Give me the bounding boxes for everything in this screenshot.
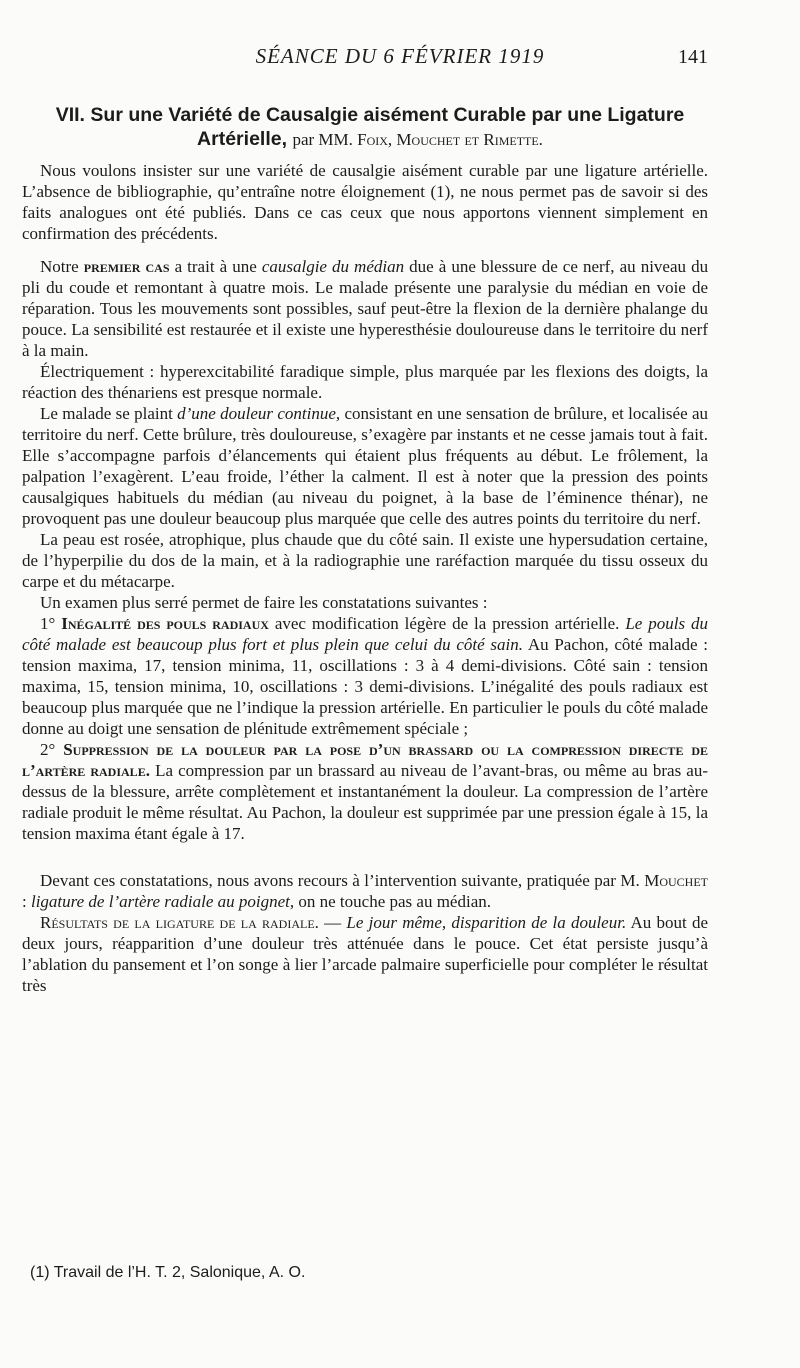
- text: avec modification légère de la pression artérielle.: [274, 614, 620, 633]
- article-body: [22, 160, 708, 996]
- page-number: 141: [678, 46, 708, 68]
- footnote: (1) Travail de l’H. T. 2, Salonique, A. O.: [30, 1264, 306, 1281]
- text: —: [324, 913, 342, 932]
- heading-authors-line: [292, 130, 543, 149]
- paragraph-pulse: [22, 613, 708, 739]
- text: :: [22, 892, 27, 911]
- text: Le malade se plaint: [40, 404, 173, 423]
- paragraph-intervention: [22, 870, 708, 912]
- paragraph-electric: Électriquement : hyperexcitabilité faradique simple, plus marquée par les flexions des doigts, la réaction des thénariens est presque normale.: [22, 362, 708, 402]
- paragraph-first-case: [22, 256, 708, 361]
- small-caps-text: Mouchet: [644, 871, 709, 890]
- text: on ne touche pas au médian.: [298, 892, 491, 911]
- text: La compression par un brassard au niveau de l’avant-bras, ou même au bras au-dessus de la blessure, arrête complètement et instantanément la douleur. La compression de l’artère radiale produit le même résultat. Au Pachon, la douleur est supprimée par une pression égale à 15, la tension maxima étant égale à 17.: [22, 761, 708, 843]
- list-number: 2°: [40, 740, 56, 759]
- paragraph-skin: La peau est rosée, atrophique, plus chaude que du côté sain. Il existe une hypersudation certaine, de l’hyperpilie du dos de la main, et à la radiographie une raréfaction marquée du tissu osseux du carpe et du métacarpe.: [22, 530, 708, 591]
- article-heading: [20, 103, 720, 152]
- paragraph-suppression: [22, 739, 708, 844]
- paragraph-exam: Un examen plus serré permet de faire les constatations suivantes :: [40, 593, 488, 612]
- heading-line-two: [20, 127, 720, 152]
- italic-text: d’une douleur continue,: [177, 404, 341, 423]
- text: Notre: [40, 257, 79, 276]
- paragraph-intro: Nous voulons insister sur une variété de causalgie aisément curable par une ligature artérielle. L’absence de bibliographie, qu’entraîne notre éloignement (1), ne nous permet pas de savoir si des faits analogues ont été publiés. Dans ce cas ceux que nous apportons viennent simplement en confirmation des précédents.: [22, 161, 708, 243]
- small-caps-text: Inégalité des pouls radiaux: [61, 614, 269, 633]
- text: Devant ces constatations, nous avons recours à l’intervention suivante, pratiquée par M.: [40, 871, 640, 890]
- heading-main: VII. Sur une Variété de Causalgie aisément Curable par une Ligature: [55, 104, 685, 126]
- text: consistant en une sensation de brûlure, et localisée au territoire du nerf. Cette brûlure, très douloureuse, s’exagère par instants et ne cesse jamais tout à fait. Elle s’accompagne parfois d’élancements qui étaient plus fréquents au début. Le frôlement, la palpation l’exagèrent. L’eau froide, l’éther la calment. Il est à noter que la pression des points causalgiques habituels du médian (au niveau du poignet, à la base de l’éminence thénar), ne provoquent pas une douleur beaucoup plus marquée que celle des autres points du territoire du nerf.: [22, 404, 708, 528]
- text: Au bout de deux jours, réapparition d’une douleur très atténuée dans le pouce. Cet état persiste jusqu’à l’ablation du pansement et l’on songe à lier l’arcade palmaire superficielle pour compléter le résultat très: [22, 913, 709, 995]
- text: a trait à une: [174, 257, 257, 276]
- italic-text: Le jour même, disparition de la douleur.: [346, 913, 627, 932]
- italic-text: ligature de l’artère radiale au poignet,: [30, 892, 295, 911]
- list-number: 1°: [40, 614, 56, 633]
- text: Au Pachon, côté malade : tension maxima, 17, tension minima, 11, oscillations : 3 à 4 demi-divisions. Côté sain : tension maxima, 15, tension minima, 10, oscillations : 3 demi-divisions. L’inégalité des pouls radiaux est beaucoup plus marquée que ne l’indique la pression artérielle. En particulier le pouls du côté malade donne au doigt une sensation de plénitude extrêmement spéciale ;: [22, 635, 708, 738]
- paragraph-pain: [22, 403, 708, 529]
- running-title: SÉANCE DU 6 FÉVRIER 1919: [255, 44, 545, 68]
- heading-authors: Foix, Mouchet et Rimette.: [357, 130, 543, 149]
- small-caps-text: Résultats de la ligature de la radiale.: [40, 913, 319, 932]
- heading-par: par MM.: [292, 130, 353, 149]
- italic-text: Le pouls du côté malade est beaucoup plus fort et plus plein que celui du côté sain.: [22, 614, 708, 654]
- small-caps-text: Suppression de la douleur par la pose d’un brassard ou la compression directe de l’artère radiale.: [22, 740, 708, 780]
- paragraph-results: [22, 912, 708, 996]
- small-caps-text: premier cas: [83, 257, 170, 276]
- text: due à une blessure de ce nerf, au niveau du pli du coude et remontant à quatre mois. Le malade présente une paralysie du médian en voie de réparation. Tous les mouvements sont possibles, sauf peut-être la flexion de la dernière phalange du pouce. La sensibilité est restaurée et il existe une hyperesthésie douloureuse dans le territoire du nerf à la main.: [22, 257, 709, 360]
- italic-text: causalgie du médian: [261, 257, 405, 276]
- heading-second: Artérielle,: [197, 128, 288, 150]
- running-head: [0, 44, 800, 74]
